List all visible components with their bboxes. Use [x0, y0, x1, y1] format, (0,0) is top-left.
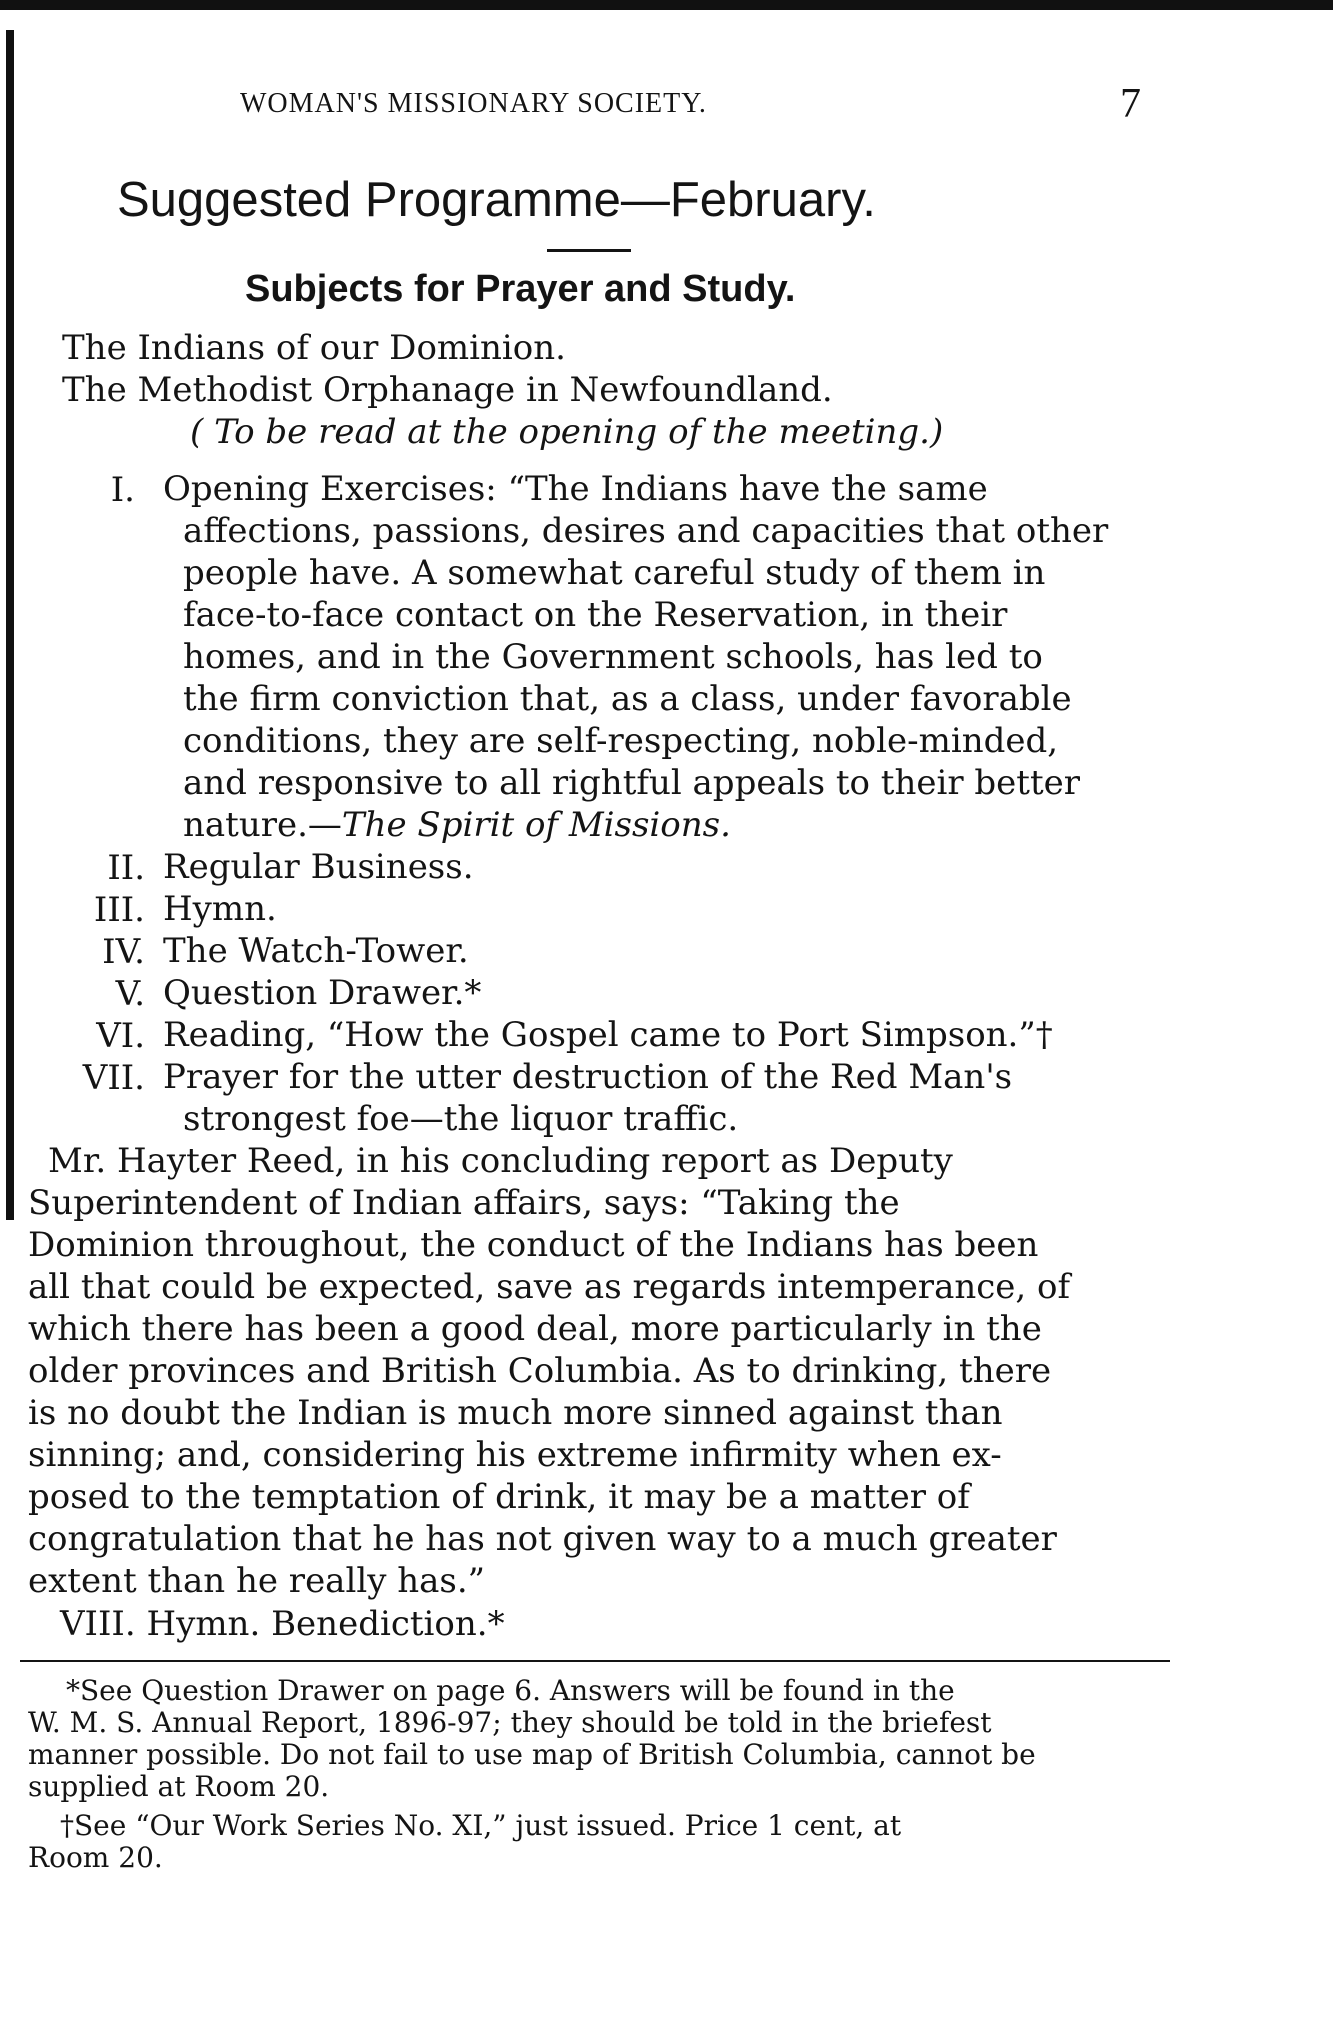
item-number: V.	[115, 974, 145, 1014]
paragraph-line: is no doubt the Indian is much more sinned against than	[28, 1393, 1003, 1433]
item-line: face-to-face contact on the Reservation, in their	[183, 595, 1008, 635]
item-number: IV.	[102, 932, 145, 972]
paragraph-line: Mr. Hayter Reed, in his concluding report as Deputy	[48, 1141, 953, 1181]
paragraph-line: older provinces and British Columbia. As to drinking, there	[28, 1351, 1052, 1391]
item-line: the firm conviction that, as a class, under favorable	[183, 679, 1072, 719]
paragraph-line: sinning; and, considering his extreme infirmity when ex-	[28, 1435, 1002, 1475]
paragraph-line: posed to the temptation of drink, it may be a matter of	[28, 1477, 970, 1517]
paragraph-line: which there has been a good deal, more particularly in the	[28, 1309, 1042, 1349]
item-number: III.	[93, 890, 145, 930]
item-line: Opening Exercises: “The Indians have the same	[163, 469, 988, 509]
item-line-text: nature.—	[183, 805, 342, 845]
paragraph-line: Superintendent of Indian affairs, says: “Taking the	[28, 1183, 900, 1223]
title-divider	[547, 249, 631, 252]
subject-line: The Methodist Orphanage in Newfoundland.	[62, 370, 833, 410]
item-number: VI.	[96, 1016, 145, 1056]
footnote-divider	[20, 1660, 1170, 1662]
item-line: and responsive to all rightful appeals to their better	[183, 763, 1080, 803]
subtitle: Subjects for Prayer and Study.	[245, 268, 796, 310]
item-line: conditions, they are self-respecting, noble-minded,	[183, 721, 1059, 761]
paragraph-line: Dominion throughout, the conduct of the Indians has been	[28, 1225, 1039, 1265]
item-line: affections, passions, desires and capacities that other	[183, 511, 1109, 551]
item-line: strongest foe—the liquor traffic.	[183, 1099, 739, 1139]
item-line: people have. A somewhat careful study of them in	[183, 553, 1046, 593]
paragraph-line: all that could be expected, save as regards intemperance, of	[28, 1267, 1071, 1307]
running-head: WOMAN'S MISSIONARY SOCIETY.	[240, 88, 707, 119]
item-line: Prayer for the utter destruction of the Red Man's	[163, 1057, 1013, 1097]
item-line: The Watch-Tower.	[163, 931, 469, 971]
left-margin-rule	[6, 30, 14, 1220]
item-number: I.	[110, 470, 135, 510]
item-number: II.	[107, 848, 145, 888]
footnote-line: Room 20.	[28, 1841, 163, 1874]
footnote-line: manner possible. Do not fail to use map of British Columbia, cannot be	[28, 1738, 1036, 1771]
page-number: 7	[1120, 81, 1141, 127]
item-number: VII.	[82, 1058, 145, 1098]
page-title: Suggested Programme—February.	[117, 173, 876, 227]
footnote-line: supplied at Room 20.	[28, 1770, 330, 1803]
item-line: homes, and in the Government schools, has led to	[183, 637, 1043, 677]
item-line: Reading, “How the Gospel came to Port Simpson.”†	[163, 1015, 1053, 1055]
footnote-line: †See “Our Work Series No. XI,” just issued. Price 1 cent, at	[60, 1809, 902, 1842]
footnote-line: *See Question Drawer on page 6. Answers will be found in the	[66, 1674, 955, 1707]
item-line-last	[183, 804, 731, 846]
footnote-line: W. M. S. Annual Report, 1896-97; they should be told in the briefest	[28, 1706, 992, 1739]
source-citation: The Spirit of Missions.	[341, 805, 731, 845]
item-line: Regular Business.	[163, 847, 474, 887]
paragraph-line: congratulation that he has not given way to a much greater	[28, 1519, 1057, 1559]
final-item: VIII. Hymn. Benediction.*	[60, 1604, 505, 1644]
item-line: Question Drawer.*	[163, 973, 482, 1013]
paragraph-line: extent than he really has.”	[28, 1561, 486, 1601]
reading-note: ( To be read at the opening of the meeting.)	[190, 412, 944, 452]
subject-line: The Indians of our Dominion.	[62, 328, 566, 368]
item-line: Hymn.	[163, 889, 277, 929]
top-border-rule	[0, 0, 1333, 10]
